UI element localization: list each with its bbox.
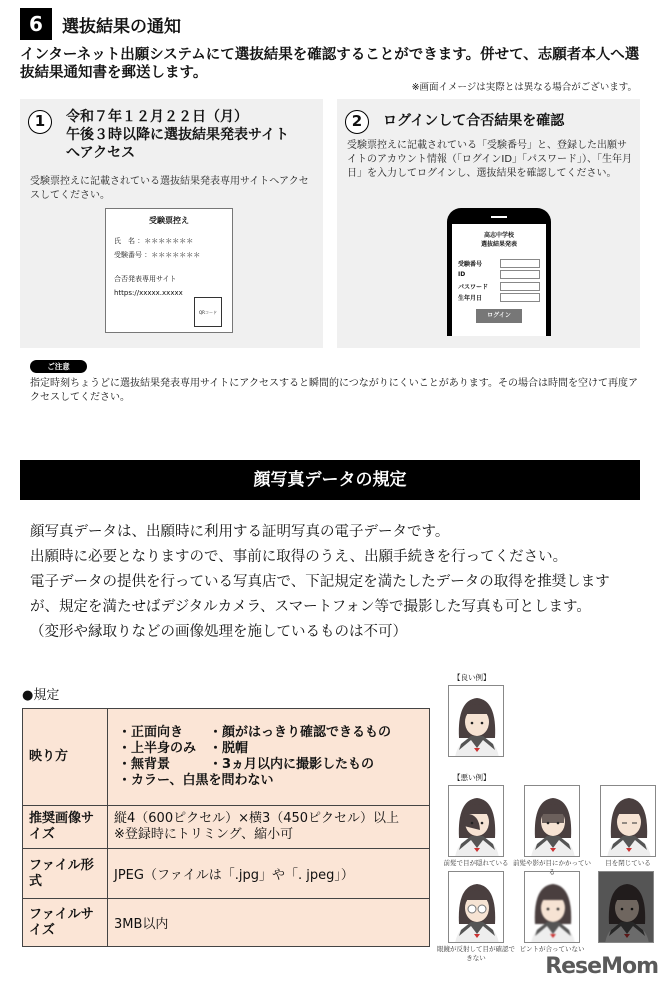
login-button: ログイン [476, 309, 522, 323]
table-row [23, 899, 430, 947]
rule-line: ・カラー、白黒を問わない [118, 773, 274, 788]
rule-label: 推奨画像サイズ [23, 806, 108, 849]
title-line: 午後３時以降に選抜結果発表サイト [66, 127, 290, 143]
table-row [23, 806, 430, 849]
portrait-photo [448, 785, 504, 857]
page-name: 選抜結果発表 [480, 241, 517, 248]
ticket-title: 受験票控え [149, 216, 189, 225]
exam-ticket-illustration [105, 208, 233, 333]
field-label: パスワード [458, 283, 489, 291]
qr-label: QRコード [199, 310, 217, 315]
rule-label: ファイル形式 [23, 849, 108, 899]
field-input [500, 270, 540, 279]
caution-badge: ご注意 [30, 360, 87, 373]
para-line: が、規定を満たせばデジタルカメラ、スマートフォン等で撮影した写真も可とします。 [30, 599, 591, 615]
portrait-photo [448, 871, 504, 943]
rules-table [22, 708, 430, 947]
bad-caption: 前髪で目が隠れている [443, 859, 509, 867]
rule-label: 映り方 [23, 709, 108, 806]
rule-line: JPEG（ファイルは「.jpg」や「. jpeg」） [114, 868, 354, 883]
section-title: 選抜結果の通知 [62, 17, 181, 37]
qr-code [194, 297, 222, 327]
ticket-label: 氏 名 [114, 237, 135, 245]
para-line: （変形や縁取りなどの画像処理を施しているものは不可） [30, 624, 407, 640]
ticket-url: https://xxxxx.xxxxx [114, 289, 183, 297]
portrait-photo [600, 785, 656, 857]
rule-line: ・上半身のみ ・脱帽 [118, 741, 249, 756]
rule-line: 縦4（600ピクセル）×横3（450ピクセル）以上 [114, 811, 400, 826]
para-line: 出願時に必要となりますので、事前に取得のうえ、出願手続きを行ってください。 [30, 549, 568, 565]
ticket-label: 受験番号 [114, 251, 142, 259]
step-number: 1 [28, 110, 52, 134]
phone-screen [452, 224, 546, 336]
phone-illustration [447, 208, 551, 336]
bad-caption: ピントが合っていない [519, 945, 585, 953]
bad-caption: 眼鏡が反射して目が確認できない [437, 945, 515, 962]
speaker-icon [491, 216, 507, 218]
disclaimer: ※画面イメージは実際とは異なる場合がございます。 [411, 82, 637, 93]
field-label: ID [458, 271, 466, 278]
step1-desc: 受験票控えに記載されている選抜結果発表専用サイトへアクセスしてください。 [30, 176, 309, 201]
field-input [500, 259, 540, 268]
para-line: 顔写真データは、出願時に利用する証明写真の電子データです。 [30, 524, 450, 540]
field-input [500, 293, 540, 302]
step-number: 2 [345, 110, 369, 134]
rule-line: ・正面向き ・顔がはっきり確認できるもの [118, 725, 392, 740]
rule-line: 3MB以内 [114, 917, 169, 932]
rule-line: ・無背景 ・3ヵ月以内に撮影したもの [118, 757, 375, 772]
field-label: 生年月日 [458, 295, 483, 302]
photo-section-banner: 顔写真データの規定 [20, 460, 640, 500]
rules-heading: ●規定 [22, 688, 60, 703]
section-number: 6 [20, 8, 52, 40]
watermark-logo: ReseMom [545, 954, 658, 979]
bad-caption: 目を閉じている [605, 859, 651, 867]
ticket-value: ：＊＊＊＊＊＊＊ [137, 237, 194, 245]
ticket-site-label: 合否発表専用サイト [114, 275, 177, 283]
field-label: 受験番号 [458, 260, 483, 268]
portrait-photo [524, 785, 580, 857]
para-line: 電子データの提供を行っている写真店で、下記規定を満たしたデータの取得を推奨します [30, 574, 610, 590]
intro-text: インターネット出願システムにて選抜結果を確認することができます。併せて、志願者本人へ選抜結果通知書を郵送します。 [20, 47, 640, 81]
table-row [23, 709, 430, 806]
photo-description [30, 520, 630, 645]
field-input [500, 282, 540, 291]
table-row [23, 849, 430, 899]
school-name: 高志中学校 [483, 232, 514, 239]
title-line: 令和７年１２月２２日（月） [66, 109, 248, 125]
step2-desc: 受験票控えに記載されている「受験番号」と、登録した出願サイトのアカウント情報（「ログインID」「パスワード」）、「生年月日」を入力してログインし、選抜結果を確認してください。 [347, 140, 633, 179]
ticket-value: ：＊＊＊＊＊＊＊ [144, 251, 201, 259]
bad-caption: 前髪や影が目にかかっている [513, 859, 591, 876]
portrait-photo [524, 871, 580, 943]
title-line: へアクセス [66, 145, 136, 161]
step2-title: ログインして合否結果を確認 [383, 113, 565, 129]
bad-example-label: 【悪い例】 [453, 773, 491, 782]
rule-line: ※登録時にトリミング、縮小可 [114, 827, 294, 842]
caution-text: 指定時刻ちょうどに選抜結果発表専用サイトにアクセスすると瞬間的につながりにくいことがあります。その場合は時間を空けて再度アクセスしてください。 [30, 378, 638, 403]
portrait-photo [448, 685, 504, 757]
step1-title [66, 108, 289, 162]
portrait-photo [598, 871, 654, 943]
good-example-label: 【良い例】 [453, 673, 491, 682]
rule-label: ファイルサイズ [23, 899, 108, 947]
intro-block [20, 46, 645, 94]
